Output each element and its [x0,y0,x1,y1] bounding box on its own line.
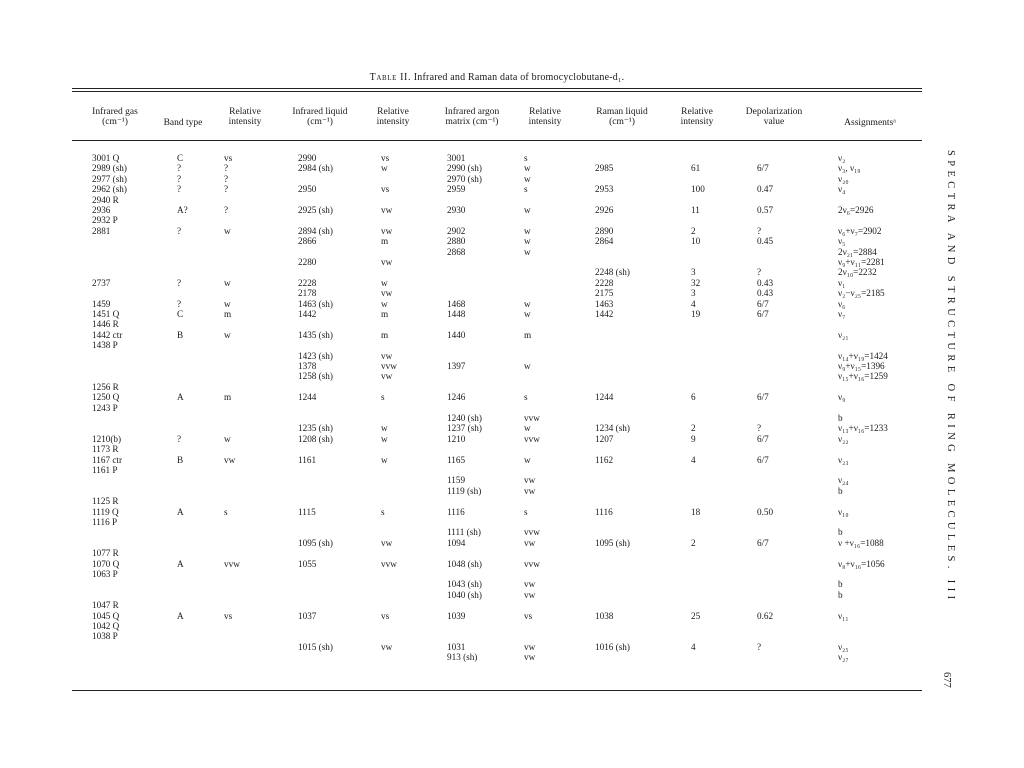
cell-depolarization: 0.62 [757,610,774,621]
cell-assignment: ν₁₀ [838,506,849,517]
cell-ir-liquid: 1244 [298,392,317,403]
cell-ir-liquid: 2990 [298,153,317,163]
cell-ir-argon: 2959 [447,184,466,195]
cell-band-type: A [177,610,184,621]
cell-ir-argon-intensity: vvw [524,433,540,444]
column-header-line: intensity [680,117,714,127]
cell-ir-argon-intensity: vw [524,485,536,496]
cell-band-type: A [177,558,184,569]
cell-raman-liquid: 1162 [595,454,614,465]
cell-ir-argon: 1040 (sh) [447,589,482,600]
cell-ir-argon-intensity: s [524,506,528,517]
column-header-assignment [825,118,915,128]
cell-assignment: ν₉+ν₁₅=1396 [838,361,885,371]
cell-assignment: 2ν₆=2926 [838,205,874,215]
cell-ir-liquid: 2280 [298,257,317,267]
cell-ir-argon-intensity: w [524,163,531,174]
cell-assignment: ν₆+ν₇=2902 [838,225,882,236]
cell-raman-intensity: 10 [691,236,701,247]
cell-raman-liquid: 2228 [595,277,614,288]
cell-ir-argon: 2880 [447,236,466,247]
column-header-line: intensity [228,117,262,127]
cell-assignment: ν₅ [838,236,846,247]
cell-ir-gas: 1161 P [92,465,118,475]
cell-ir-argon-intensity: w [524,423,531,434]
cell-raman-liquid: 1038 [595,610,614,621]
cell-band-type: C [177,153,184,163]
cell-ir-argon-intensity: s [524,392,528,403]
cell-ir-liquid: 1208 (sh) [298,433,333,444]
cell-assignment: ν₂₂ [838,433,849,444]
cell-band-type: ? [177,173,182,184]
cell-assignment: ν₂₇ [838,652,849,663]
cell-band-type: ? [177,163,182,174]
cell-raman-intensity: 4 [691,298,696,309]
column-header-line: Relative [681,107,713,117]
cell-ir-liquid-intensity: vw [381,371,393,382]
cell-ir-gas: 1077 R [92,548,119,559]
cell-assignment: ν₃, ν₁₉ [838,163,861,174]
cell-ir-argon-intensity: w [524,205,531,215]
cell-raman-intensity: 3 [691,288,696,299]
page-number: 677 [941,672,952,688]
cell-assignment: ν₇ [838,309,846,319]
cell-raman-liquid: 2953 [595,184,614,195]
column-header-line: Relative [377,107,409,117]
cell-ir-gas-intensity: m [224,392,232,403]
cell-raman-liquid: 2248 (sh) [595,267,630,278]
cell-ir-gas: 2881 [92,225,111,236]
column-header-line: intensity [528,117,562,127]
cell-ir-gas: 1256 R [92,381,119,392]
column-header-line: Relative [529,107,561,117]
cell-ir-gas: 1063 P [92,569,118,579]
cell-ir-gas: 1047 R [92,600,119,611]
cell-ir-liquid: 1423 (sh) [298,350,333,361]
cell-ir-argon: 1240 (sh) [447,413,482,423]
cell-ir-liquid: 2984 (sh) [298,163,333,174]
cell-raman-intensity: 32 [691,277,701,288]
cell-ir-argon: 2868 [447,246,466,257]
cell-ir-gas: 1042 Q [92,621,120,631]
cell-ir-liquid-intensity: w [381,454,388,465]
cell-ir-argon-intensity: vw [524,641,536,652]
cell-ir-argon: 3001 [447,153,466,163]
cell-ir-gas: 2737 [92,277,111,288]
cell-ir-gas-intensity: ? [224,205,229,215]
column-header-line: Infrared gas [92,107,138,117]
cell-ir-gas: 2977 (sh) [92,173,127,184]
cell-ir-gas-intensity: w [224,298,231,309]
cell-ir-argon: 1440 [447,329,466,340]
cell-ir-liquid: 1378 [298,361,317,371]
cell-ir-liquid: 1463 (sh) [298,298,333,309]
cell-ir-argon-intensity: w [524,236,531,247]
cell-ir-liquid: 2894 (sh) [298,225,333,236]
cell-ir-argon-intensity: vw [524,589,536,600]
column-header-line: Infrared argon [444,107,500,117]
cell-depolarization: ? [757,267,762,278]
cell-assignment: ν₂₄ [838,475,849,486]
cell-ir-argon-intensity: w [524,454,531,465]
cell-ir-liquid: 1055 [298,558,317,569]
cell-assignment: b [838,589,843,600]
cell-ir-liquid-intensity: vs [381,610,390,621]
cell-ir-gas: 2989 (sh) [92,163,127,174]
cell-ir-argon-intensity: s [524,184,528,195]
cell-raman-intensity: 61 [691,163,701,174]
cell-ir-gas: 3001 Q [92,153,120,163]
cell-ir-gas-intensity: ? [224,173,229,184]
cell-ir-liquid-intensity: w [381,277,388,288]
cell-ir-liquid: 1235 (sh) [298,423,333,434]
bottom-rule [72,690,922,691]
cell-ir-gas: 1243 P [92,402,118,413]
column-header-line: matrix (cm⁻¹) [445,117,499,127]
column-header-ir-liquid-intensity [348,107,438,127]
cell-ir-liquid-intensity: vw [381,225,393,236]
cell-raman-intensity: 100 [691,184,705,195]
column-header-line: Band type [163,118,203,128]
cell-assignment: ν₂₃ [838,454,849,465]
table-title: Infrared and Raman data of bromocyclobutane-d₁. [413,72,625,83]
column-header-line: (cm⁻¹) [609,117,635,127]
cell-ir-argon-intensity: vw [524,652,536,663]
header-rule [72,140,922,141]
cell-ir-liquid-intensity: vs [381,153,390,163]
cell-ir-gas: 1167 ctr [92,454,123,465]
cell-ir-argon: 1031 [447,641,466,652]
cell-depolarization: 6/7 [757,298,769,309]
column-header-line: Assignmentsᵃ [844,118,896,128]
cell-assignment: b [838,485,843,496]
cell-assignment: ν₂−ν₂₅=2185 [838,288,885,299]
cell-ir-gas: 2940 R [92,194,119,205]
cell-assignment: ν₁₄+ν₁₉=1424 [838,350,888,361]
cell-ir-liquid: 1442 [298,309,317,319]
cell-ir-liquid: 1435 (sh) [298,329,333,340]
cell-ir-gas: 1459 [92,298,111,309]
cell-ir-gas-intensity: m [224,309,232,319]
cell-ir-gas: 1173 R [92,444,119,455]
cell-assignment: b [838,527,843,538]
cell-ir-argon: 1116 [447,506,465,517]
cell-band-type: ? [177,433,182,444]
cell-depolarization: 0.43 [757,288,774,299]
cell-ir-gas: 1210(b) [92,433,122,444]
cell-raman-liquid: 1116 [595,506,613,517]
cell-depolarization: 0.43 [757,277,774,288]
cell-ir-liquid-intensity: vw [381,257,393,267]
cell-raman-intensity: 4 [691,454,696,465]
cell-raman-intensity: 18 [691,506,701,517]
cell-raman-liquid: 1016 (sh) [595,641,630,652]
cell-ir-liquid-intensity: s [381,506,385,517]
cell-ir-argon: 1111 (sh) [447,527,481,538]
cell-ir-argon: 1397 [447,361,466,371]
cell-assignment: ν₂ [838,153,846,163]
cell-depolarization: 6/7 [757,309,769,319]
cell-band-type: ? [177,277,182,288]
cell-depolarization: ? [757,641,762,652]
cell-raman-liquid: 1207 [595,433,614,444]
cell-band-type: ? [177,225,182,236]
column-header-depolarization [729,107,819,127]
cell-ir-argon-intensity: w [524,225,531,236]
cell-ir-liquid-intensity: m [381,309,389,319]
cell-assignment: b [838,579,843,590]
cell-band-type: A? [177,205,188,215]
cell-ir-liquid-intensity: vw [381,288,393,299]
cell-ir-gas: 1446 R [92,319,119,330]
cell-ir-gas: 1451 Q [92,309,120,319]
cell-ir-liquid-intensity: s [381,392,385,403]
cell-assignment: ν₉+ν₁₁=2281 [838,257,885,267]
cell-ir-gas: 1438 P [92,340,118,351]
cell-ir-argon-intensity: vvw [524,527,540,538]
cell-depolarization: 6/7 [757,392,769,403]
cell-raman-intensity: 11 [691,205,700,215]
cell-ir-gas-intensity: ? [224,184,229,195]
cell-ir-liquid: 1037 [298,610,317,621]
cell-raman-intensity: 3 [691,267,696,278]
cell-band-type: ? [177,298,182,309]
cell-raman-liquid: 2175 [595,288,614,299]
cell-ir-gas-intensity: w [224,277,231,288]
top-rule [72,88,922,89]
cell-ir-liquid-intensity: m [381,329,389,340]
column-header-line: Infrared liquid [292,107,348,117]
cell-raman-intensity: 6 [691,392,696,403]
column-header-line: Raman liquid [596,107,648,117]
cell-ir-argon: 2990 (sh) [447,163,482,174]
cell-ir-liquid: 1095 (sh) [298,537,333,548]
cell-ir-argon: 1094 [447,537,466,548]
cell-ir-argon-intensity: w [524,246,531,257]
top-rule-double [72,91,922,92]
cell-raman-liquid: 2864 [595,236,614,247]
cell-ir-argon-intensity: vw [524,475,536,486]
cell-depolarization: 6/7 [757,433,769,444]
cell-ir-liquid: 1258 (sh) [298,371,333,382]
cell-ir-argon: 1039 [447,610,466,621]
cell-ir-liquid-intensity: w [381,423,388,434]
cell-ir-liquid-intensity: vw [381,350,393,361]
column-header-line: (cm⁻¹) [307,117,333,127]
cell-ir-argon: 1165 [447,454,466,465]
cell-ir-liquid: 2178 [298,288,317,299]
cell-assignment: ν₄ [838,184,846,195]
cell-ir-liquid-intensity: w [381,163,388,174]
cell-ir-argon-intensity: vs [524,610,533,621]
cell-depolarization: 0.45 [757,236,774,247]
cell-ir-gas: 2932 P [92,215,118,226]
cell-depolarization: 6/7 [757,163,769,174]
cell-raman-liquid: 2890 [595,225,614,236]
column-header-line: Relative [229,107,261,117]
cell-ir-liquid-intensity: m [381,236,389,247]
cell-ir-gas-intensity: w [224,225,231,236]
cell-assignment: ν₁ [838,277,846,288]
cell-raman-liquid: 1244 [595,392,614,403]
cell-ir-liquid: 2866 [298,236,317,247]
cell-band-type: B [177,329,184,340]
cell-ir-argon-intensity: vw [524,579,536,590]
cell-raman-intensity: 2 [691,537,696,548]
cell-assignment: b [838,413,843,423]
cell-ir-argon-intensity: vvw [524,558,540,569]
cell-band-type: B [177,454,184,465]
column-header-line: intensity [376,117,410,127]
cell-depolarization: ? [757,423,762,434]
cell-ir-gas: 1250 Q [92,392,120,403]
cell-ir-gas: 1038 P [92,631,118,642]
cell-ir-argon-intensity: w [524,298,531,309]
cell-ir-gas-intensity: ? [224,163,229,174]
cell-ir-gas: 1045 Q [92,610,120,621]
cell-ir-liquid-intensity: w [381,298,388,309]
table-label: Table II. [369,72,412,83]
cell-ir-argon-intensity: w [524,173,531,184]
cell-assignment: ν₁₁ [838,610,849,621]
cell-raman-liquid: 2985 [595,163,614,174]
cell-ir-liquid-intensity: vw [381,641,393,652]
cell-ir-argon: 2970 (sh) [447,173,482,184]
cell-ir-gas-intensity: vw [224,454,236,465]
cell-ir-gas-intensity: vs [224,153,233,163]
cell-band-type: ? [177,184,182,195]
cell-ir-argon: 1159 [447,475,466,486]
cell-ir-gas-intensity: vvw [224,558,240,569]
cell-ir-liquid-intensity: vw [381,205,393,215]
cell-ir-liquid: 2950 [298,184,317,195]
cell-band-type: C [177,309,184,319]
cell-raman-liquid: 1463 [595,298,614,309]
cell-ir-gas: 2962 (sh) [92,184,127,195]
cell-ir-liquid-intensity: vs [381,184,390,195]
cell-assignment: 2ν₁₀=2232 [838,267,877,278]
cell-assignment: ν₈+ν₁₆=1056 [838,558,885,569]
cell-band-type: A [177,392,184,403]
cell-assignment: ν +ν₁₆=1088 [838,537,884,548]
cell-ir-liquid-intensity: vvw [381,361,397,371]
cell-ir-argon-intensity: w [524,361,531,371]
column-header-line: Depolarization [745,107,803,117]
cell-assignment: 2ν₂₁=2884 [838,246,877,257]
cell-ir-gas: 1125 R [92,496,119,507]
cell-ir-gas: 1442 ctr [92,329,123,340]
cell-ir-argon: 1043 (sh) [447,579,482,590]
cell-raman-intensity: 2 [691,225,696,236]
cell-ir-liquid: 2228 [298,277,317,288]
cell-ir-argon-intensity: vvw [524,413,540,423]
cell-ir-gas: 2936 [92,205,111,215]
cell-ir-argon-intensity: vw [524,537,536,548]
cell-raman-liquid: 1234 (sh) [595,423,630,434]
cell-depolarization: 0.50 [757,506,774,517]
cell-ir-argon: 2930 [447,205,466,215]
cell-raman-intensity: 4 [691,641,696,652]
cell-depolarization: 0.47 [757,184,774,195]
running-head: SPECTRA AND STRUCTURE OF RING MOLECULES. III [945,150,956,604]
cell-ir-liquid-intensity: vvw [381,558,397,569]
cell-raman-liquid: 1095 (sh) [595,537,630,548]
cell-ir-gas: 1070 Q [92,558,120,569]
cell-depolarization: 6/7 [757,537,769,548]
column-header-line: value [763,117,785,127]
cell-ir-gas-intensity: vs [224,610,233,621]
cell-ir-argon-intensity: m [524,329,532,340]
cell-ir-argon-intensity: s [524,153,528,163]
cell-raman-intensity: 25 [691,610,701,621]
cell-ir-argon: 913 (sh) [447,652,478,663]
column-header-line: (cm⁻¹) [102,117,128,127]
cell-assignment: ν₂₁ [838,329,849,340]
cell-ir-argon: 1048 (sh) [447,558,482,569]
cell-ir-argon-intensity: w [524,309,531,319]
cell-ir-liquid: 1015 (sh) [298,641,333,652]
cell-ir-gas: 1119 Q [92,506,119,517]
cell-assignment: ν₂₀ [838,173,849,184]
cell-ir-gas-intensity: s [224,506,228,517]
cell-ir-gas-intensity: w [224,329,231,340]
cell-raman-liquid: 1442 [595,309,614,319]
cell-ir-liquid-intensity: vw [381,537,393,548]
cell-ir-argon: 1210 [447,433,466,444]
cell-raman-intensity: 19 [691,309,701,319]
table-caption [72,72,922,83]
cell-depolarization: 0.57 [757,205,774,215]
cell-ir-argon: 1237 (sh) [447,423,482,434]
cell-raman-intensity: 9 [691,433,696,444]
cell-ir-argon: 1246 [447,392,466,403]
cell-assignment: ν₆ [838,298,846,309]
cell-band-type: A [177,506,184,517]
cell-ir-argon: 1119 (sh) [447,485,482,496]
cell-depolarization: 6/7 [757,454,769,465]
cell-ir-liquid: 1115 [298,506,316,517]
cell-ir-liquid: 2925 (sh) [298,205,333,215]
cell-assignment: ν₁₃+ν₁₆=1233 [838,423,888,434]
cell-ir-liquid: 1161 [298,454,317,465]
cell-raman-liquid: 2926 [595,205,614,215]
cell-ir-gas: 1116 P [92,517,118,527]
cell-ir-liquid-intensity: w [381,433,388,444]
cell-ir-argon: 1448 [447,309,466,319]
cell-ir-argon: 1468 [447,298,466,309]
cell-ir-gas-intensity: w [224,433,231,444]
cell-assignment: ν₂₅ [838,641,849,652]
cell-raman-intensity: 2 [691,423,696,434]
cell-depolarization: ? [757,225,762,236]
cell-assignment: ν₉ [838,392,846,403]
cell-assignment: ν₁₅+ν₁₆=1259 [838,371,888,382]
cell-ir-argon: 2902 [447,225,466,236]
